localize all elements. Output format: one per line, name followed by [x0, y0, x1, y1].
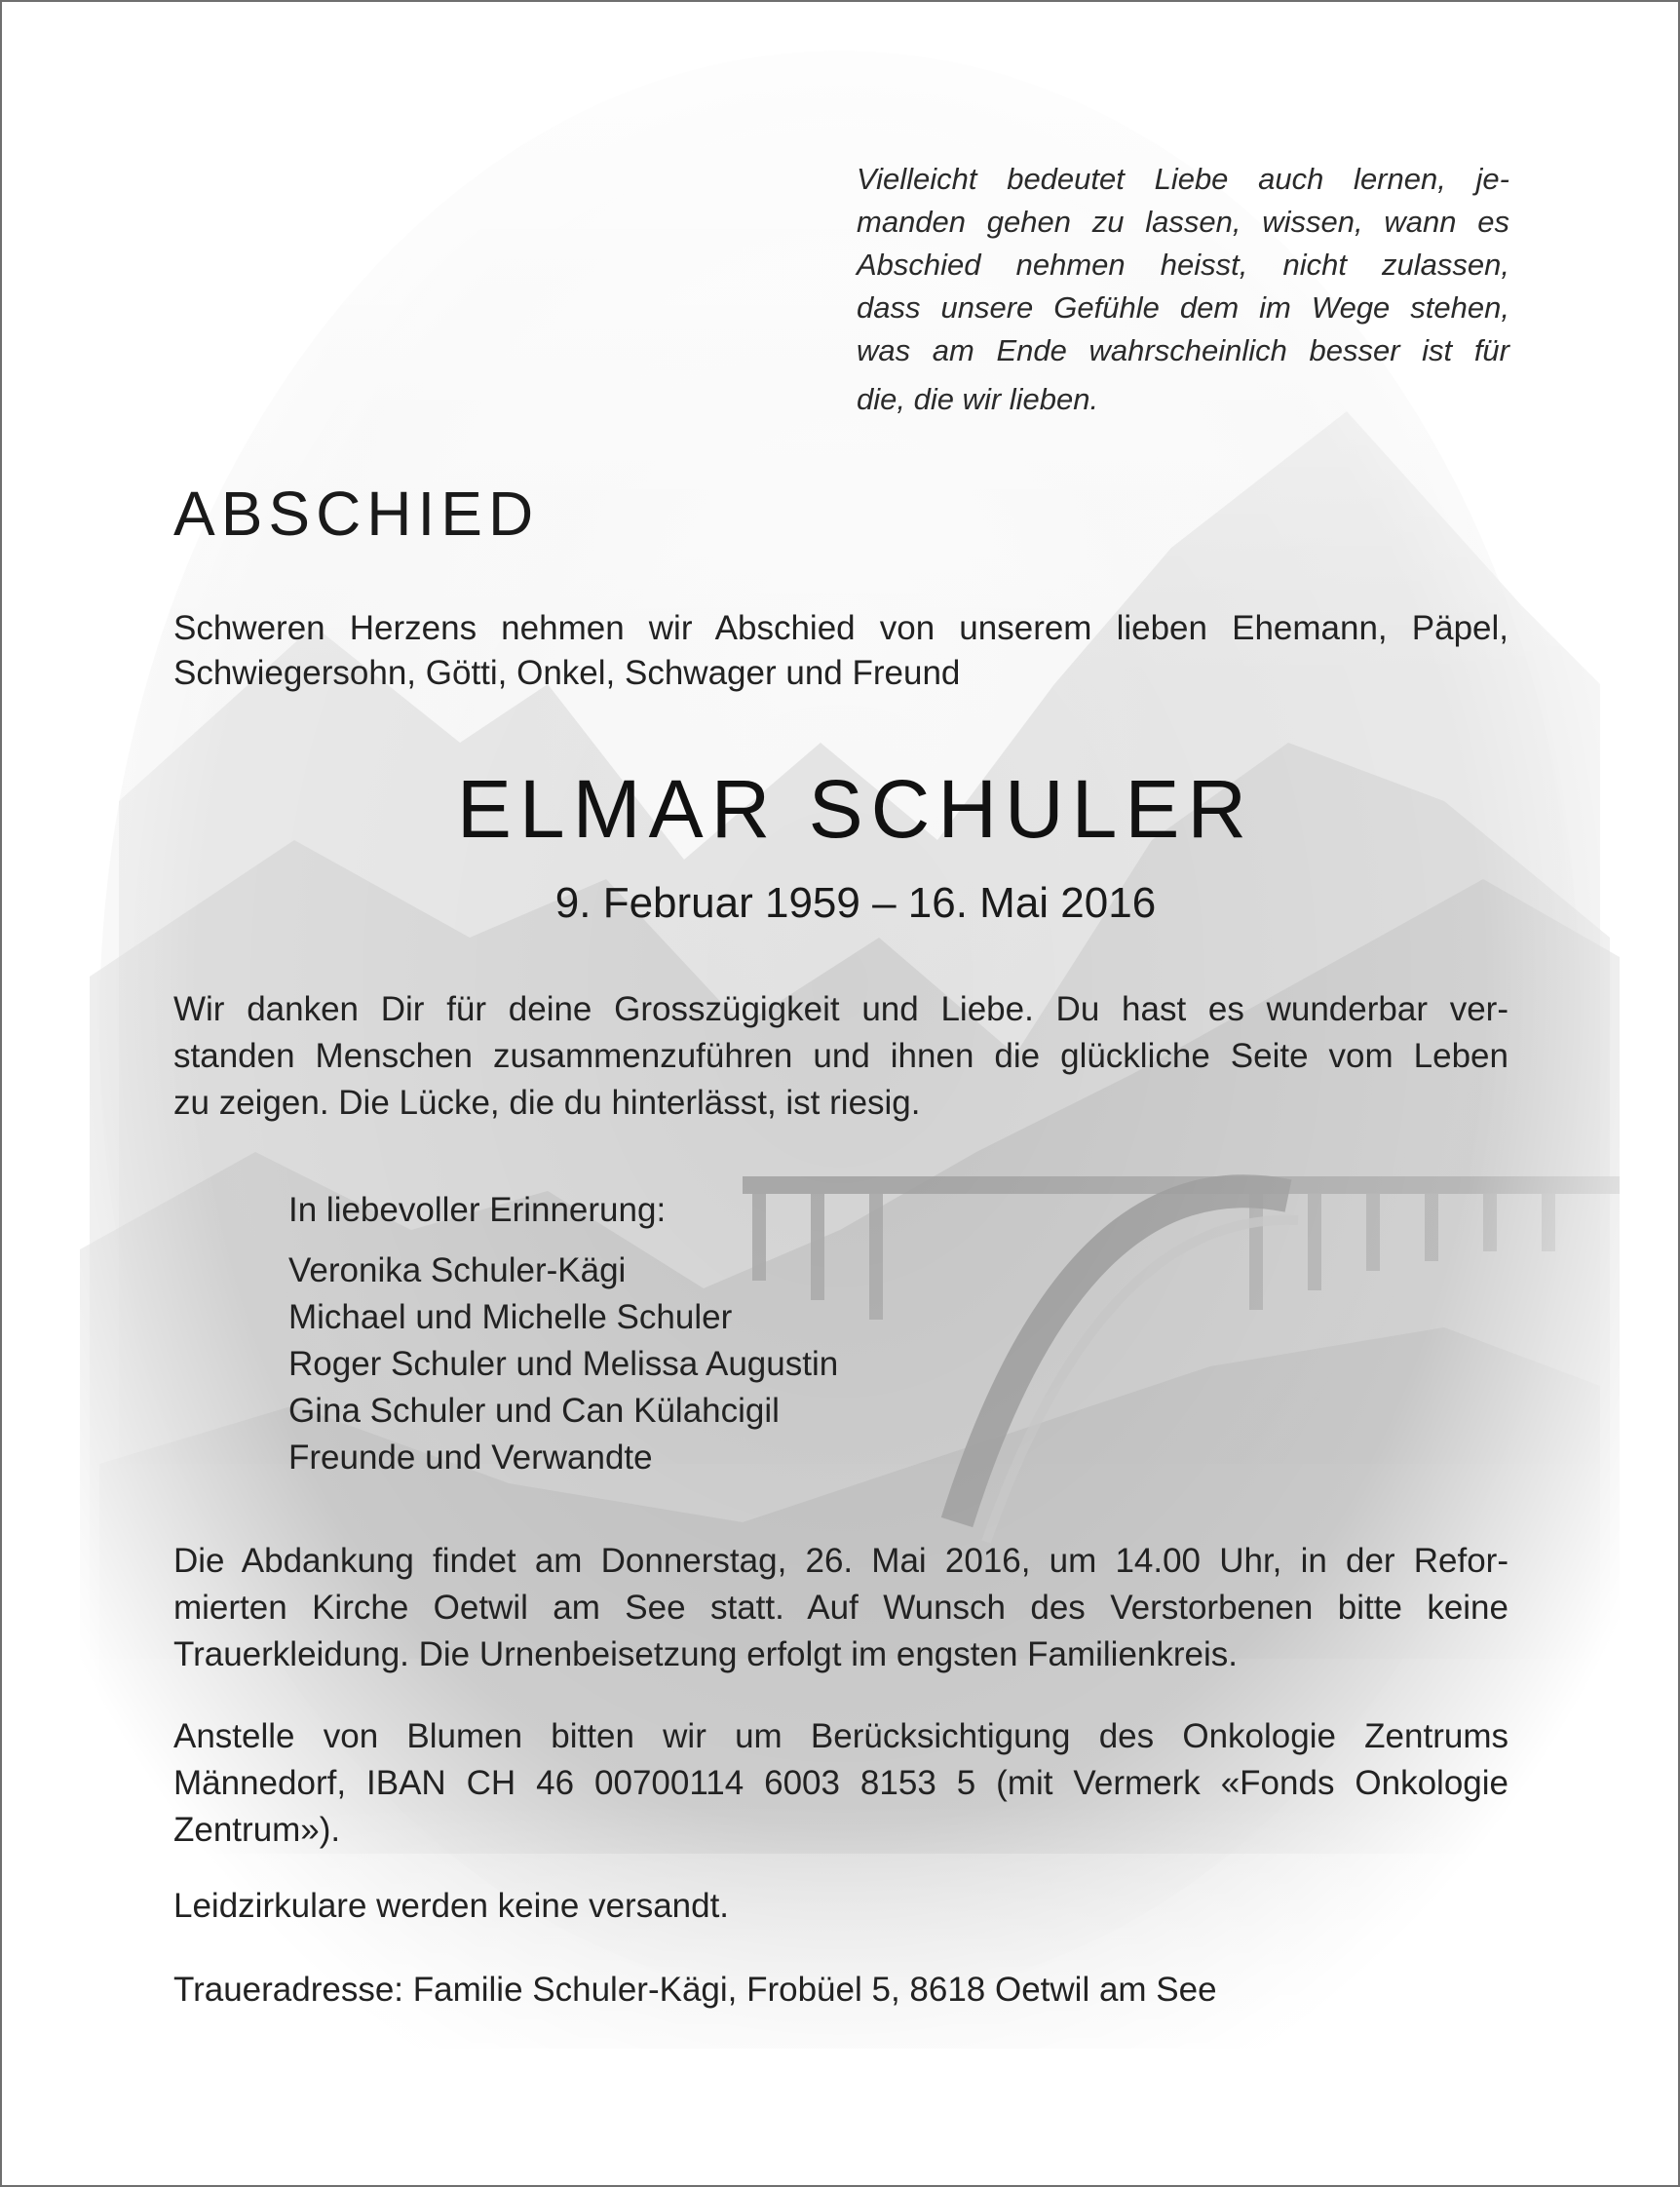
deceased-name: ELMAR SCHULER	[456, 763, 1255, 855]
mourner-name: Veronika Schuler-Kägi	[288, 1251, 627, 1289]
memory-block	[288, 1187, 838, 1481]
service-paragraph	[173, 1538, 1508, 1678]
opening-quote	[857, 158, 1509, 421]
mourner-name: Roger Schuler und Melissa Augustin	[288, 1345, 839, 1383]
life-dates: 9. Februar 1959 – 16. Mai 2016	[554, 879, 1157, 927]
donation-line: Männedorf, IBAN CH 46 00700114 6003 8153 5 (mit Vermerk «Fonds Onkologie	[173, 1764, 1508, 1802]
intro-line: Schwiegersohn, Götti, Onkel, Schwager und Freund	[173, 654, 961, 692]
mourner-name: Michael und Michelle Schuler	[288, 1298, 733, 1336]
service-line: Trauerkleidung. Die Urnenbeisetzung erfolgt im engsten Familienkreis.	[173, 1635, 1239, 1673]
quote-line: manden gehen zu lassen, wissen, wann es	[857, 205, 1509, 239]
service-line: mierten Kirche Oetwil am See statt. Auf Wunsch des Verstorbenen bitte keine	[173, 1589, 1508, 1627]
quote-line: was am Ende wahrscheinlich besser ist für	[857, 333, 1509, 367]
service-line: Die Abdankung findet am Donnerstag, 26. Mai 2016, um 14.00 Uhr, in der Refor-	[173, 1542, 1508, 1580]
quote-line: Vielleicht bedeutet Liebe auch lernen, je-	[857, 162, 1509, 196]
mourning-address: Traueradresse: Familie Schuler-Kägi, Frobüel 5, 8618 Oetwil am See	[173, 1971, 1217, 2009]
memory-title: In liebevoller Erinnerung:	[288, 1191, 667, 1229]
quote-last-line: die, die wir lieben.	[857, 382, 1099, 416]
page-heading: ABSCHIED	[173, 479, 540, 549]
intro-line: Schweren Herzens nehmen wir Abschied von unserem lieben Ehemann, Päpel,	[173, 609, 1508, 647]
donation-line: Zentrum»).	[173, 1811, 341, 1849]
mourner-name: Gina Schuler und Can Külahcigil	[288, 1392, 780, 1430]
thanks-line: standen Menschen zusammenzuführen und ihnen die glückliche Seite vom Leben	[173, 1037, 1508, 1075]
quote-line: dass unsere Gefühle dem im Wege stehen,	[857, 290, 1509, 325]
quote-line: Abschied nehmen heisst, nicht zulassen,	[857, 248, 1509, 282]
circular-note: Leidzirkulare werden keine versandt.	[173, 1887, 730, 1925]
thanks-line: zu zeigen. Die Lücke, die du hinterlässt, ist riesig.	[173, 1084, 921, 1122]
thanks-line: Wir danken Dir für deine Grosszügigkeit und Liebe. Du hast es wunderbar ver-	[173, 990, 1508, 1028]
intro-paragraph	[173, 606, 1508, 696]
mourners-list	[288, 1247, 838, 1481]
mourner-name: Freunde und Verwandte	[288, 1439, 653, 1477]
donation-paragraph	[173, 1713, 1508, 1854]
donation-line: Anstelle von Blumen bitten wir um Berücksichtigung des Onkologie Zentrums	[173, 1717, 1508, 1755]
thanks-paragraph	[173, 986, 1508, 1127]
